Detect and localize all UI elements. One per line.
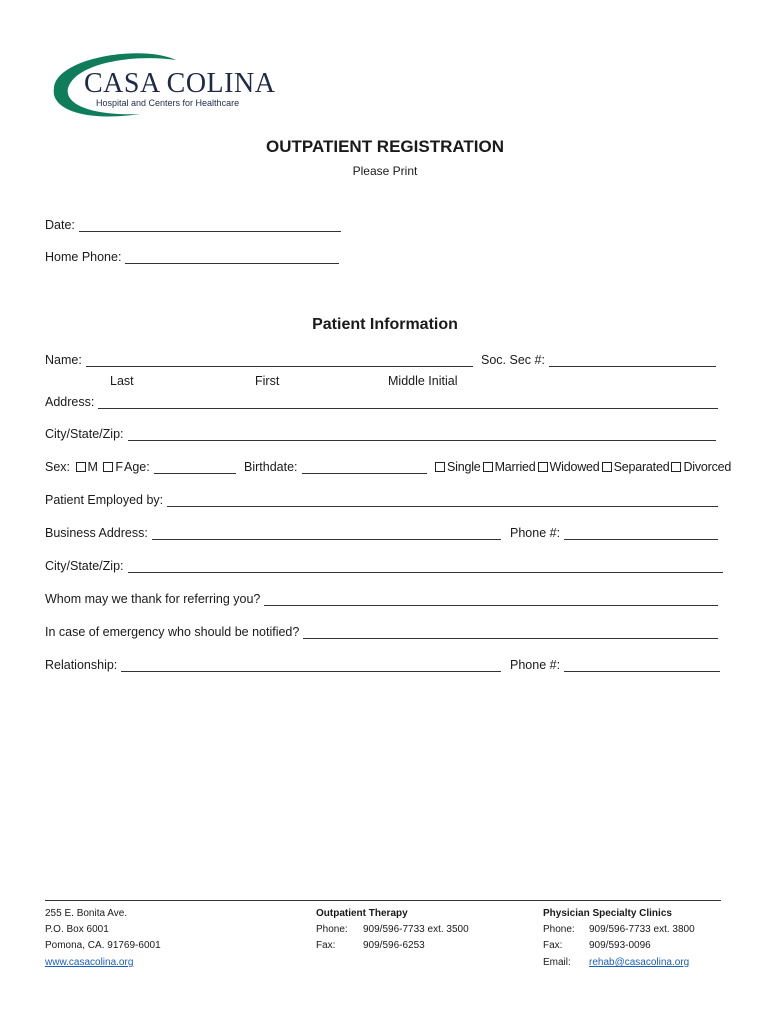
business-address-line[interactable] [152, 527, 501, 540]
footer-physician-fax-label: Fax: [543, 940, 563, 951]
emergency-contact-field[interactable] [45, 625, 718, 639]
marital-status-group [433, 460, 731, 474]
relationship-phone-label: Phone #: [510, 658, 561, 672]
relationship-field[interactable] [45, 658, 501, 672]
soc-sec-field[interactable] [481, 353, 716, 367]
name-part-first: First [255, 374, 280, 388]
relationship-phone-field[interactable] [510, 658, 720, 672]
employed-by-line[interactable] [167, 494, 718, 507]
relationship-label: Relationship: [45, 658, 118, 672]
sex-label: Sex: [45, 460, 71, 474]
marital-single-checkbox[interactable] [435, 462, 445, 472]
referral-label: Whom may we thank for referring you? [45, 592, 261, 606]
marital-separated-label: Separated [613, 460, 670, 474]
business-address-label: Business Address: [45, 526, 148, 540]
footer-physician-title: Physician Specialty Clinics [543, 908, 672, 919]
business-phone-field[interactable] [510, 526, 718, 540]
marital-single-label: Single [447, 460, 481, 474]
footer-physician-phone: 909/596-7733 ext. 3800 [589, 924, 695, 935]
home-phone-field[interactable] [45, 250, 339, 264]
date-line[interactable] [79, 219, 341, 232]
business-city-state-zip-line[interactable] [128, 560, 724, 573]
soc-sec-label: Soc. Sec #: [481, 353, 545, 367]
name-label: Name: [45, 353, 82, 367]
referral-field[interactable] [45, 592, 718, 606]
employed-by-field[interactable] [45, 493, 718, 507]
marital-widowed-checkbox[interactable] [538, 462, 548, 472]
page-subtitle: Please Print [352, 164, 418, 178]
home-phone-label: Home Phone: [45, 250, 122, 264]
marital-married-label: Married [494, 460, 536, 474]
footer-divider [45, 900, 721, 901]
address-field[interactable] [45, 395, 718, 409]
section-heading-patient-information: Patient Information [312, 316, 458, 333]
relationship-phone-line[interactable] [564, 659, 720, 672]
employed-by-label: Patient Employed by: [45, 493, 164, 507]
footer-outpatient-phone: 909/596-7733 ext. 3500 [363, 924, 469, 935]
emergency-contact-label: In case of emergency who should be notified? [45, 625, 300, 639]
sex-m-label: M [87, 460, 98, 474]
city-state-zip-line[interactable] [128, 428, 717, 441]
birthdate-field[interactable] [244, 460, 427, 474]
logo-name: CASA COLINA [84, 68, 276, 99]
sex-group [45, 460, 123, 474]
footer-physician-email-link[interactable]: rehab@casacolina.org [589, 957, 690, 968]
footer-city: Pomona, CA. 91769-6001 [45, 940, 161, 951]
footer-outpatient-fax: 909/596-6253 [363, 940, 425, 951]
footer-physician-fax: 909/593-0096 [589, 940, 651, 951]
logo [46, 48, 276, 120]
business-phone-label: Phone #: [510, 526, 561, 540]
business-city-state-zip-label: City/State/Zip: [45, 559, 124, 573]
relationship-line[interactable] [121, 659, 501, 672]
page-title: OUTPATIENT REGISTRATION [266, 137, 504, 156]
business-city-state-zip-field[interactable] [45, 559, 723, 573]
marital-widowed-label: Widowed [549, 460, 600, 474]
name-part-last: Last [110, 374, 134, 388]
footer-physician-email-label: Email: [543, 957, 571, 968]
birthdate-line[interactable] [302, 461, 427, 474]
name-line[interactable] [86, 354, 473, 367]
referral-line[interactable] [264, 593, 718, 606]
marital-married-checkbox[interactable] [483, 462, 493, 472]
age-label: Age: [124, 460, 150, 474]
marital-separated-checkbox[interactable] [602, 462, 612, 472]
marital-divorced-label: Divorced [683, 460, 732, 474]
footer-outpatient-phone-label: Phone: [316, 924, 348, 935]
logo-tagline: Hospital and Centers for Healthcare [96, 98, 240, 108]
footer-po-box: P.O. Box 6001 [45, 924, 109, 935]
business-address-field[interactable] [45, 526, 501, 540]
name-field[interactable] [45, 353, 473, 367]
sex-f-checkbox[interactable] [103, 462, 113, 472]
footer-physician-phone-label: Phone: [543, 924, 575, 935]
footer-street: 255 E. Bonita Ave. [45, 908, 128, 919]
city-state-zip-label: City/State/Zip: [45, 427, 124, 441]
name-part-middle: Middle Initial [388, 374, 458, 388]
soc-sec-line[interactable] [549, 354, 716, 367]
sex-m-checkbox[interactable] [76, 462, 86, 472]
age-line[interactable] [154, 461, 236, 474]
date-field[interactable] [45, 218, 341, 232]
sex-f-label: F [115, 460, 124, 474]
footer-outpatient-fax-label: Fax: [316, 940, 336, 951]
address-label: Address: [45, 395, 95, 409]
city-state-zip-field[interactable] [45, 427, 716, 441]
footer-outpatient-title: Outpatient Therapy [316, 908, 408, 919]
emergency-contact-line[interactable] [303, 626, 718, 639]
footer-website-link[interactable]: www.casacolina.org [45, 957, 134, 968]
date-label: Date: [45, 218, 75, 232]
address-line[interactable] [98, 396, 718, 409]
home-phone-line[interactable] [125, 251, 339, 264]
business-phone-line[interactable] [564, 527, 718, 540]
marital-divorced-checkbox[interactable] [671, 462, 681, 472]
age-field[interactable] [124, 460, 236, 474]
birthdate-label: Birthdate: [244, 460, 298, 474]
